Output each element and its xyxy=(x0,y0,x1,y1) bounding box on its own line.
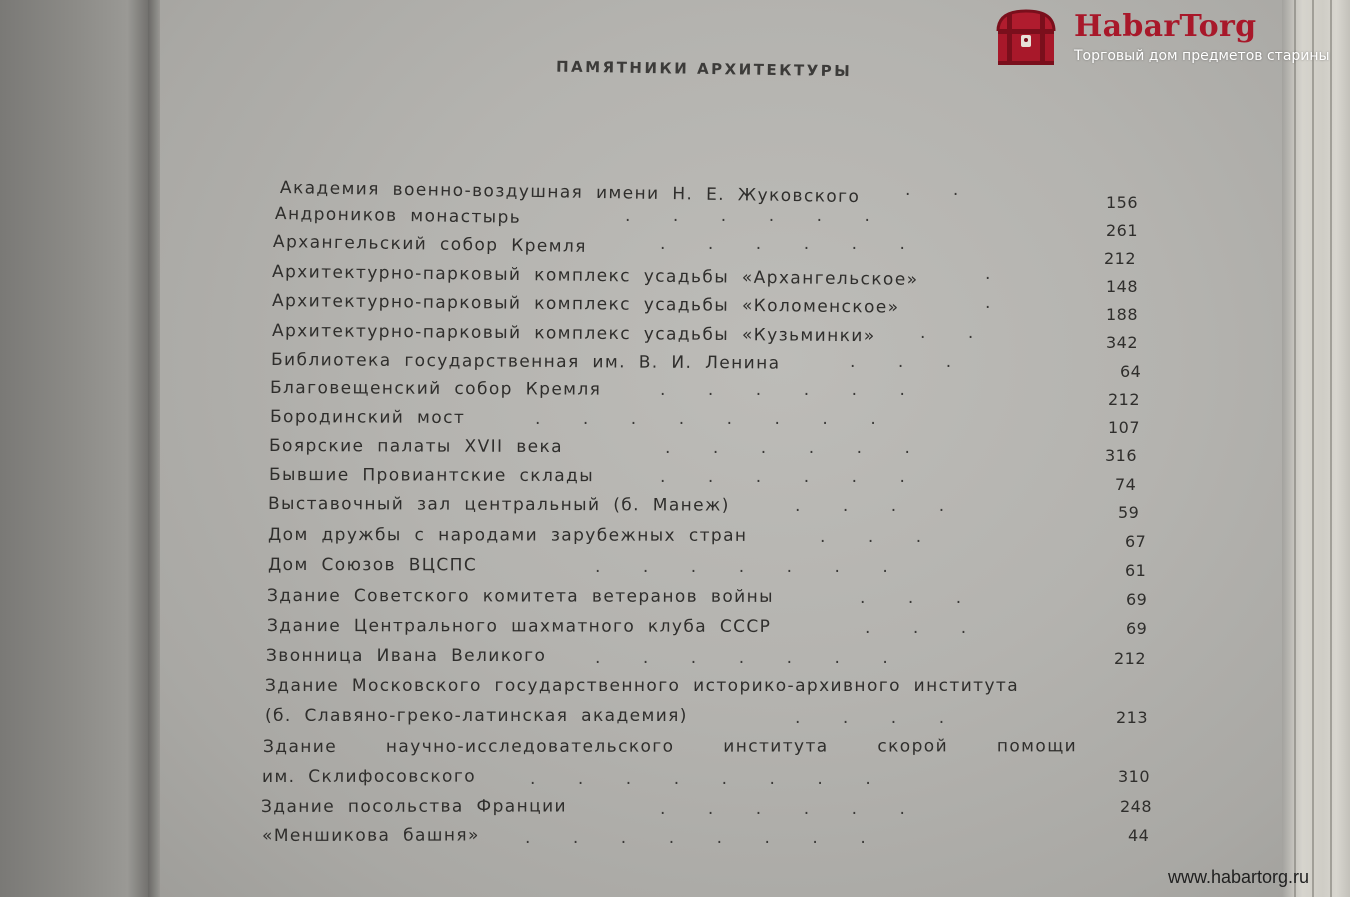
page-heading: ПАМЯТНИКИ АРХИТЕКТУРЫ xyxy=(555,57,853,81)
toc-entry-page: 59 xyxy=(1118,503,1140,522)
toc-entry-page: 342 xyxy=(1106,333,1139,352)
toc-entry-page: 261 xyxy=(1106,221,1139,240)
toc-entry-page: 212 xyxy=(1114,649,1147,668)
treasure-chest-icon xyxy=(990,5,1062,69)
toc-leader-dots: . . . . xyxy=(795,708,945,728)
toc-entry-page: 188 xyxy=(1106,305,1139,324)
toc-leader-dots: . xyxy=(985,264,991,284)
toc-entry-page: 44 xyxy=(1128,826,1150,845)
toc-leader-dots: . . xyxy=(905,180,959,200)
toc-entry-page: 212 xyxy=(1104,249,1137,268)
toc-entry-title: им. Склифосовского xyxy=(261,766,477,787)
toc-leader-dots: . . . . . . . . xyxy=(535,409,876,429)
toc-entry-title: «Меншикова башня» xyxy=(261,825,480,846)
toc-leader-dots: . . . . . . . . xyxy=(530,769,871,789)
toc-leader-dots: . . . . . . . . xyxy=(525,828,866,848)
toc-leader-dots: . . . xyxy=(850,352,952,372)
toc-entry-title: Архитектурно-парковый комплекс усадьбы «Архангельское» xyxy=(271,262,919,290)
toc-leader-dots: . . . . . . xyxy=(665,438,910,458)
toc-entry-title: Здание посольства Франции xyxy=(260,796,567,817)
toc-entry-page: 316 xyxy=(1105,446,1138,465)
toc-entry-page: 61 xyxy=(1125,561,1147,580)
toc-entry-page: 212 xyxy=(1108,390,1141,409)
toc-entry-title: Здание Центрального шахматного клуба СССР xyxy=(266,616,772,637)
toc-leader-dots: . . . . . . xyxy=(660,234,905,254)
toc-entry-title: Архитектурно-парковый комплекс усадьбы «Кузьминки» xyxy=(271,321,876,347)
toc-leader-dots: . . . . . . xyxy=(660,467,905,487)
toc-entry-title: Выставочный зал центральный (б. Манеж) xyxy=(267,494,730,516)
toc-entry-page: 74 xyxy=(1115,475,1137,494)
toc-entry-title: Дом дружбы с народами зарубежных стран xyxy=(267,525,748,546)
brand-name: HabarTorg xyxy=(1074,9,1257,44)
toc-entry-title: Архитектурно-парковый комплекс усадьбы «Коломенское» xyxy=(271,291,900,318)
toc-entry-page: 67 xyxy=(1125,532,1147,551)
toc-entry-title: Архангельский собор Кремля xyxy=(272,232,587,257)
toc-entry-title: Благовещенский собор Кремля xyxy=(269,378,602,400)
toc-entry-title: Здание научно-исследовательского института скорой помощи xyxy=(262,736,1078,757)
toc-entry-title: Боярские палаты XVII века xyxy=(268,436,564,458)
toc-entry-title: Дом Союзов ВЦСПС xyxy=(267,555,478,576)
toc-entry-title: Бородинский мост xyxy=(269,407,466,429)
toc-leader-dots: . . . xyxy=(820,527,922,547)
toc-entry-page: 248 xyxy=(1120,797,1153,816)
toc-entry-title: Здание Московского государственного историко-архивного института xyxy=(265,676,1020,696)
toc-leader-dots: . . . . . . xyxy=(625,206,870,226)
toc-entry-page: 64 xyxy=(1120,362,1142,381)
toc-leader-dots: . . . . . . xyxy=(660,799,905,819)
toc-entry-page: 310 xyxy=(1118,767,1151,786)
toc-entry-title: Звонница Ивана Великого xyxy=(266,646,547,666)
toc-entry-title: Здание Советского комитета ветеранов войны xyxy=(266,586,774,607)
toc-leader-dots: . . . . . . . xyxy=(595,557,888,577)
toc-leader-dots: . . xyxy=(920,323,974,343)
toc-entry-title: Академия военно-воздушная имени Н. Е. Жуковского xyxy=(279,178,861,208)
toc-leader-dots: . . . . . . . xyxy=(595,648,888,668)
toc-leader-dots: . . . xyxy=(860,588,962,608)
toc-entry-page: 213 xyxy=(1116,708,1149,727)
toc-entry-title: (б. Славяно-греко-латинская академия) xyxy=(265,706,688,726)
toc-leader-dots: . . . xyxy=(865,618,967,638)
toc-entry-page: 69 xyxy=(1126,619,1148,638)
watermark-logo xyxy=(990,5,1350,71)
toc-entry-page: 107 xyxy=(1108,418,1141,437)
toc-leader-dots: . xyxy=(985,293,991,313)
toc-entry-page: 69 xyxy=(1126,590,1148,609)
watermark-url: www.habartorg.ru xyxy=(1168,867,1310,887)
toc-entry-title: Андроников монастырь xyxy=(274,204,522,228)
toc-leader-dots: . . . . xyxy=(795,496,945,516)
toc-entry-title: Бывшие Провиантские склады xyxy=(268,465,595,487)
toc-leader-dots: . . . . . . xyxy=(660,380,905,400)
toc-entry-page: 156 xyxy=(1106,193,1139,212)
toc-entry-page: 148 xyxy=(1106,277,1139,296)
toc-entry-title: Библиотека государственная им. В. И. Ленина xyxy=(270,350,781,374)
brand-tagline: Торговый дом предметов старины xyxy=(1074,48,1330,64)
